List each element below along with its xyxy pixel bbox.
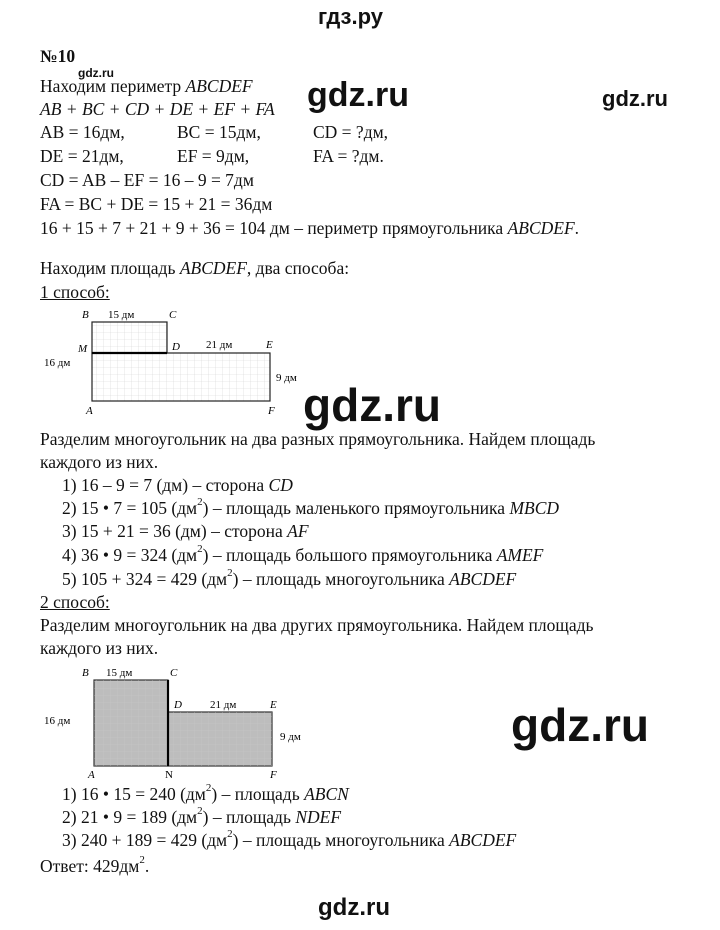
line-each-2: каждого из них. — [40, 638, 159, 658]
line-divide-1: Разделим многоугольник на два разных прямоугольника. Найдем площадь — [40, 429, 596, 449]
step-1-2: 2) 15 • 7 = 105 $(дм^2)$ – площадь маленького прямоугольника MBCD — [62, 496, 560, 518]
vertex-f: F — [268, 405, 275, 417]
line-each-1: каждого из них. — [40, 452, 159, 472]
label-ef: 9 дм — [280, 731, 301, 743]
way-2-heading: 2 способ: — [40, 592, 110, 612]
vertex-f: F — [270, 769, 277, 781]
label-ab: 16 дм — [44, 715, 71, 727]
line-cd: CD = AB – EF = 16 – 9 = 7дм — [40, 170, 254, 190]
vertex-a: A — [86, 405, 93, 417]
watermark: gdz.ru — [78, 66, 114, 80]
watermark: gdz.ru — [602, 86, 668, 111]
figure-1 — [40, 304, 320, 424]
vertex-d: D — [174, 699, 182, 711]
watermark: gdz.ru — [307, 76, 409, 114]
step-1-1: 1) 16 – 9 = 7 (дм) – сторона CD — [62, 475, 293, 495]
figure-2 — [40, 660, 340, 782]
line-sides-2: DE = 21дм, — [40, 146, 124, 166]
vertex-c: C — [169, 309, 177, 321]
step-2-1: 1) 16 • 15 = 240 $(дм^2)$ – площадь ABCN — [62, 782, 349, 804]
vertex-m: M — [78, 343, 88, 355]
line-sides-1c: CD = ?дм, — [313, 122, 389, 142]
vertex-e: E — [266, 339, 273, 351]
vertex-b: B — [82, 309, 89, 321]
line-fa: FA = BC + DE = 15 + 21 = 36дм — [40, 194, 273, 214]
watermark: gdz.ru — [303, 379, 441, 431]
line-divide-2: Разделим многоугольник на два других прямоугольника. Найдем площадь — [40, 615, 594, 635]
line-perimeter-result: 16 + 15 + 7 + 21 + 9 + 36 = 104 дм – периметр прямоугольника ABCDEF. — [40, 218, 580, 238]
step-1-5: 5) 105 + 324 = 429 $(дм^2)$ – площадь многоугольника ABCDEF — [62, 567, 517, 589]
line-sides-2b: EF = 9дм, — [177, 146, 250, 166]
vertex-n: N — [165, 769, 173, 781]
vertex-b: B — [82, 667, 89, 679]
line-sides-1: AB = 16дм, — [40, 122, 125, 142]
vertex-d: D — [172, 341, 180, 353]
site-header[interactable]: гдз.ру — [318, 4, 383, 29]
way-1-heading: 1 способ: — [40, 282, 110, 302]
line-perimeter-formula: AB + BC + CD + DE + EF + FA — [40, 99, 275, 119]
footer-site[interactable]: gdz.ru — [318, 894, 390, 921]
vertex-e: E — [270, 699, 277, 711]
line-sides-2c: FA = ?дм. — [313, 146, 384, 166]
label-bc: 15 дм — [108, 309, 135, 321]
watermark: gdz.ru — [511, 699, 649, 751]
line-sides-1b: BC = 15дм, — [177, 122, 261, 142]
label-de: 21 дм — [210, 699, 237, 711]
label-ab: 16 дм — [44, 357, 71, 369]
label-bc: 15 дм — [106, 667, 133, 679]
label-ef: 9 дм — [276, 372, 297, 384]
problem-number: №10 — [40, 46, 76, 66]
step-2-2: 2) 21 • 9 = 189 $(дм^2)$ – площадь NDEF — [62, 805, 342, 827]
vertex-a: A — [88, 769, 95, 781]
vertex-c: C — [170, 667, 178, 679]
step-2-3: 3) 240 + 189 = 429 $(дм^2)$ – площадь многоугольника ABCDEF — [62, 828, 517, 850]
label-de: 21 дм — [206, 339, 233, 351]
answer: Ответ: $429дм^2$. — [40, 854, 150, 876]
line-perimeter-title: Находим периметр ABCDEF — [40, 76, 253, 96]
step-1-3: 3) 15 + 21 = 36 (дм) – сторона AF — [62, 521, 309, 541]
line-area-title: Находим площадь ABCDEF, два способа: — [40, 258, 350, 278]
step-1-4: 4) 36 • 9 = 324 $(дм^2)$ – площадь большого прямоугольника AMEF — [62, 543, 544, 565]
